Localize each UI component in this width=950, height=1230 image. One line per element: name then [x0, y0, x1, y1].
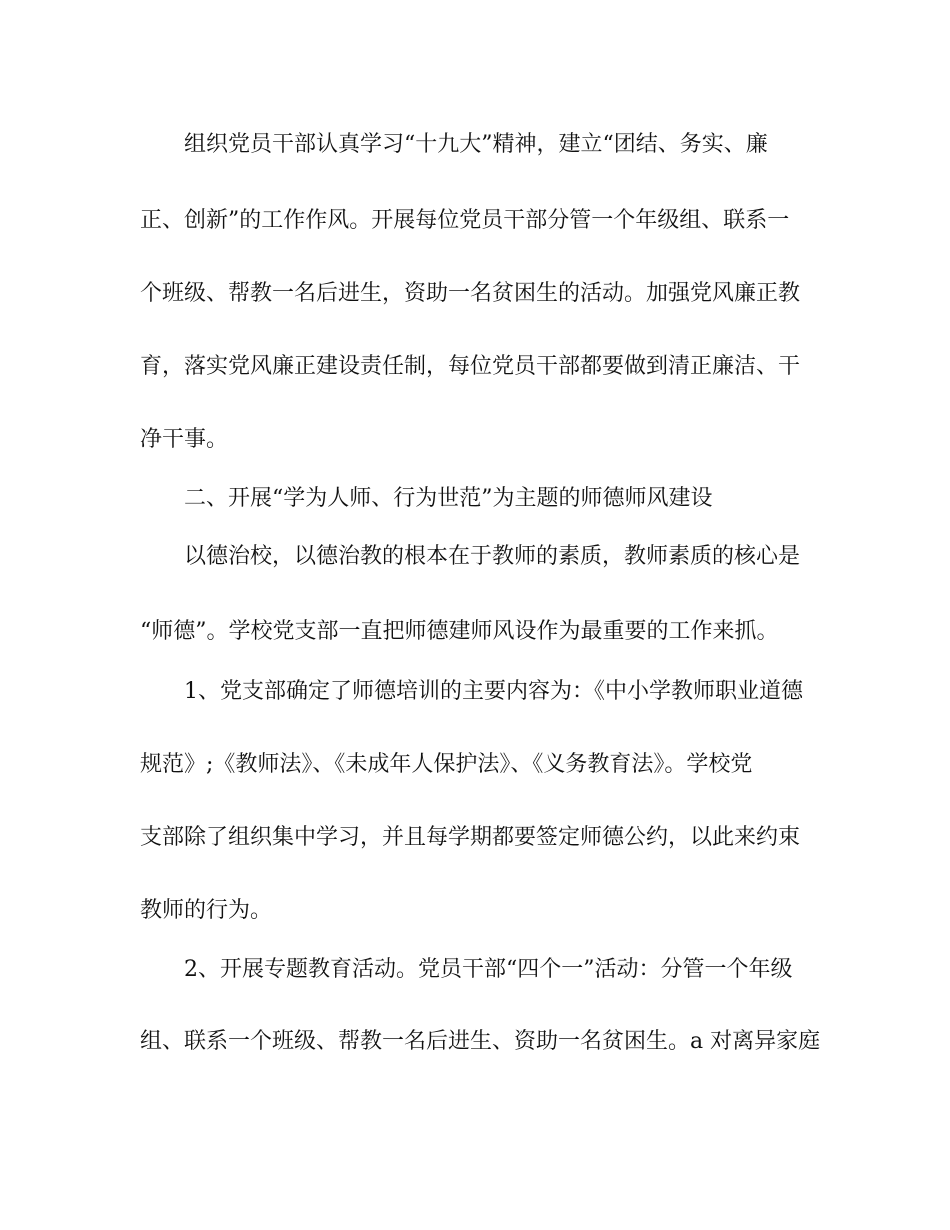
paragraph-3-line-3: 支部除了组织集中学习，并且每学期都要签定师德公约，以此来约束 [140, 825, 801, 850]
paragraph-4-line-2: 组、联系一个班级、帮教一名后进生、资助一名贫困生。a 对离异家庭 [140, 1029, 821, 1054]
section-heading-2: 二、开展“学为人师、行为世范”为主题的师德师风建设 [184, 486, 713, 511]
paragraph-1-line-3: 个班级、帮教一名后进生，资助一名贫困生的活动。加强党风廉正教 [140, 281, 801, 306]
paragraph-2-line-2: “师德”。学校党支部一直把师德建师风设作为最重要的工作来抓。 [140, 619, 779, 644]
paragraph-3-line-2: 规范》;《教师法》、《未成年人保护法》、《义务教育法》。学校党 [140, 752, 753, 777]
paragraph-3-line-4: 教师的行为。 [140, 898, 273, 923]
paragraph-2-line-1: 以德治校，以德治教的根本在于教师的素质，教师素质的核心是 [184, 544, 801, 569]
paragraph-1-line-4: 育，落实党风廉正建设责任制，每位党员干部都要做到清正廉洁、干 [140, 354, 801, 379]
paragraph-3-line-1: 1、党支部确定了师德培训的主要内容为：《中小学教师职业道德 [184, 679, 803, 704]
paragraph-4-line-1: 2、开展专题教育活动。党员干部“四个一”活动：分管一个年级 [184, 957, 793, 982]
paragraph-1-line-2: 正、创新”的工作作风。开展每位党员干部分管一个年级组、联系一 [140, 208, 790, 233]
paragraph-1-line-5: 净干事。 [140, 427, 229, 452]
paragraph-1-line-1: 组织党员干部认真学习“十九大”精神，建立“团结、务实、廉 [184, 132, 768, 157]
